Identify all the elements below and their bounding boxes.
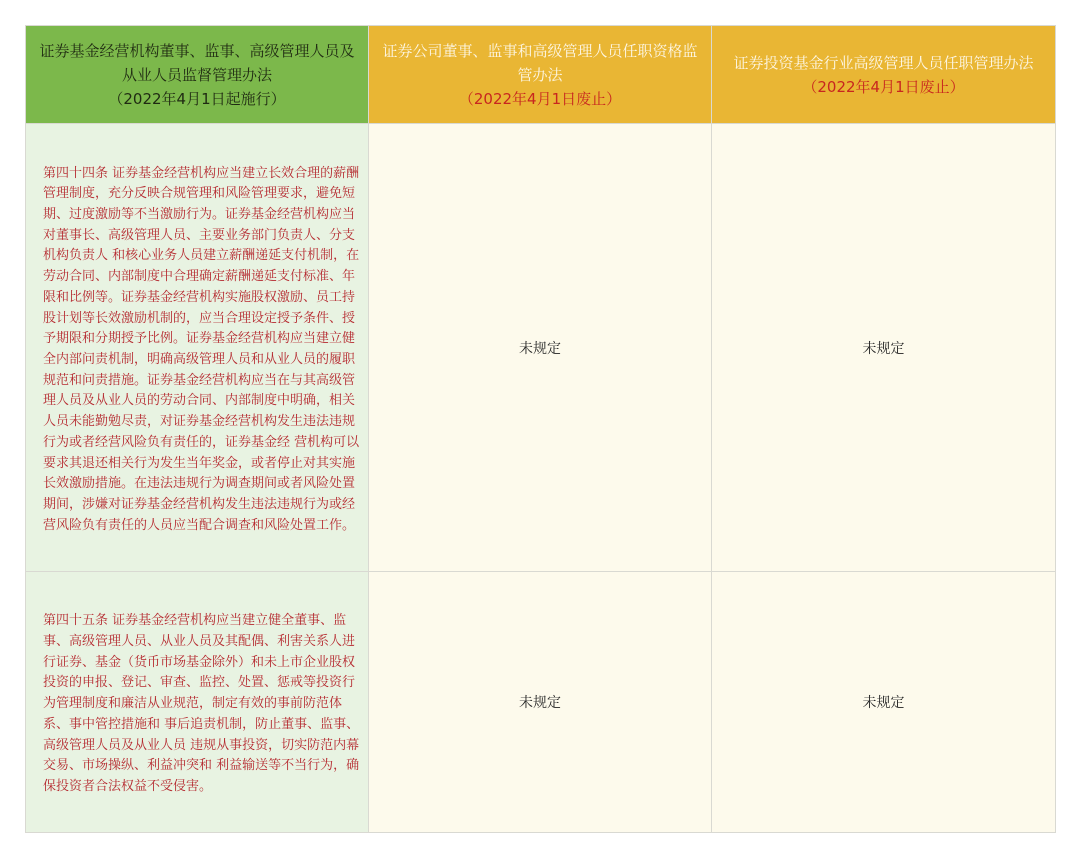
not-specified-cell: 未规定 (369, 572, 712, 833)
header-securities-company-regulation (369, 26, 712, 124)
not-specified-cell: 未规定 (712, 124, 1056, 572)
header-fund-industry-status: （2022年4月1日废止） (802, 77, 965, 96)
header-row (26, 26, 1056, 124)
header-securities-company-title: 证券公司董事、监事和高级管理人员任职资格监管办法 (382, 41, 698, 84)
table-row (26, 124, 1056, 572)
header-new-regulation (26, 26, 369, 124)
header-fund-industry-title: 证券投资基金行业高级管理人员任职管理办法 (733, 53, 1034, 72)
not-specified-cell: 未规定 (369, 124, 712, 572)
article-44-cell (26, 124, 369, 572)
article-45-text: 第四十五条 证券基金经营机构应当建立健全董事、监 事、高级管理人员、从业人员及其配偶、利害关系人进行证券、基金（货币市场基金除外）和未上市企业股权投资的申报、登记、审查、监控、处置、惩戒等投资行为管理制度和廉洁从业规范，制定有效的事前防范体系、事中管控措施和 事后追责机制，防止董事、监事、高级管理人员及从业人员 违规从事投资，切实防范内幕交易、市场操纵、利益冲突和 利益输送等不当行为，确保投资者合法权益不受侵害。 (43, 613, 360, 794)
header-securities-company-status: （2022年4月1日废止） (458, 89, 622, 108)
regulation-comparison-table (25, 25, 1056, 833)
article-44-text: 第四十四条 证券基金经营机构应当建立长效合理的薪酬管理制度，充分反映合规管理和风险管理要求，避免短期、过度激励等不当激励行为。证券基金经营机构应当对董事长、高级管理人员、主要业务部门负责人、分支机构负责人 和核心业务人员建立薪酬递延支付机制，在劳动合同、内部制度中合理确定薪酬递延支付标准、年限和比例等。证券基金经营机构实施股权激励、员工持股计划等长效激励机制的，应当合理设定授予条件、授予期限和分期授予比例。证券基金经营机构应当建立健全内部问责机制，明确高级管理人员和从业人员的履职规范和问责措施。证券基金经营机构应当在与其高级管理人员及从业人员的劳动合同、内部制度中明确，相关人员未能勤勉尽责，对证券基金经营机构发生违法违规行为或者经营风险负有责任的，证券基金经 营机构可以要求其退还相关行为发生当年奖金，或者停止对其实施长效激励措施。在违法违规行为调查期间或者风险处置期间，涉嫌对证券基金经营机构发生违法违规行为或经营风险负有责任的人员应当配合调查和风险处置工作。 (43, 165, 360, 533)
article-45-cell (26, 572, 369, 833)
header-fund-industry-regulation (712, 26, 1056, 124)
header-new-status: （2022年4月1日起施行） (108, 89, 286, 108)
header-new-title: 证券基金经营机构董事、监事、高级管理人员及从业人员监督管理办法 (39, 41, 355, 84)
table-row (26, 572, 1056, 833)
not-specified-cell: 未规定 (712, 572, 1056, 833)
